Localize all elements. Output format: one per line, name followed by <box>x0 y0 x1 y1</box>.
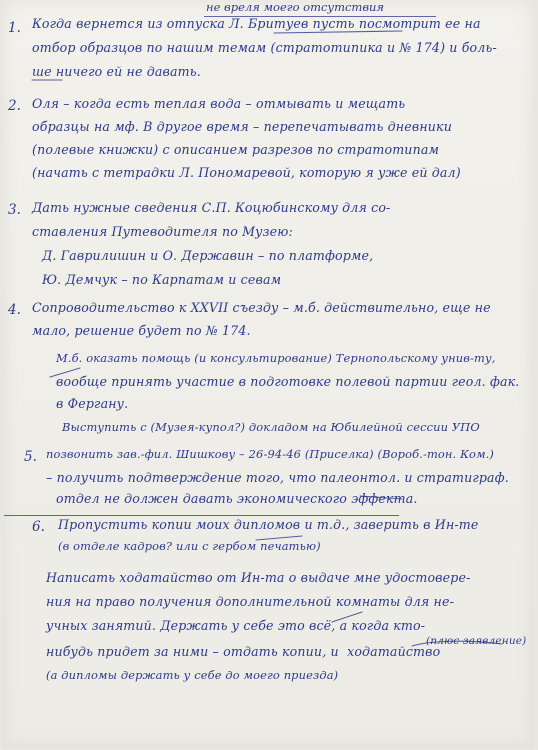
item-2-line-2: образцы на мф. В другое время – перепечатывать дневники <box>32 119 452 134</box>
item-4-line-5: в Фергану. <box>56 396 129 411</box>
item-2-line-4: (начать с тетрадки Л. Пономаревой, которую я уже ей дал) <box>32 165 461 180</box>
item-6-line-3: Написать ходатайство от Ин-та о выдаче мне удостовере- <box>46 570 471 585</box>
item-4-line-1: Сопроводительство к XXVII съезду – м.б. действительно, еще не <box>32 300 491 315</box>
item-4-number: 4. <box>8 302 21 318</box>
item-3-line-1: Дать нужные сведения С.П. Коцюбинскому для со- <box>32 200 391 215</box>
item-1-line-3: ше ничего ей не давать. <box>32 64 201 79</box>
item-3-line-2: ставления Путеводителя по Музею: <box>32 224 293 239</box>
item-6-line-7: (а дипломы держать у себе до моего приезда) <box>46 668 339 682</box>
item-3-line-4: Ю. Демчук – по Карпатам и севам <box>42 272 282 287</box>
handwritten-page <box>2 0 534 748</box>
item-4-line-6: Выступить с (Музея-купол?) докладом на Юбилейной сессии УПО <box>62 420 480 434</box>
item-5-line-1: позвонить зав.-фил. Шишкову – 26-94-46 (Приселка) (Вороб.-тон. Ком.) <box>46 447 495 461</box>
item-5-number: 5. <box>24 449 37 465</box>
item-1-line-2: отбор образцов по нашим темам (стратотипика и № 174) и боль- <box>32 40 497 55</box>
item-2-line-1: Оля – когда есть теплая вода – отмывать и мещать <box>32 96 406 111</box>
item-6-line-5: учных занятий. Держать у себе это всё, а когда кто- <box>46 618 426 633</box>
header-note: не вреля моего отсутствия <box>206 0 385 14</box>
item-2-number: 2. <box>8 98 21 114</box>
item-4-line-4: вообще принять участие в подготовке полевой партии геол. фак. <box>56 374 520 389</box>
item-6-line-4: ния на право получения дополнительной комнаты для не- <box>46 594 454 609</box>
item-6-line-6: нибудь придет за ними – отдать копии, и ходатайство <box>46 644 441 659</box>
item-5-line-3: отдел не должен давать экономического эффекта. <box>56 491 418 506</box>
item-4-line-3: М.б. оказать помощь (и консультирование) Тернопольскому унив-ту, <box>56 351 496 365</box>
item-6-line-1: Пропустить копии моих дипломов и т.д., заверить в Ин-те <box>58 517 479 532</box>
item-4-line-2: мало, решение будет по № 174. <box>32 323 251 338</box>
item-3-line-3: Д. Гаврилишин и О. Державин – по платформе, <box>42 248 374 263</box>
item-6-line-2: (в отделе кадров? или с гербом печатью) <box>58 539 321 553</box>
item-2-line-3: (полевые книжки) с описанием разрезов по стратотипам <box>32 142 440 157</box>
item-6-margin-note: (плюс заявление) <box>426 635 527 647</box>
item-1-number: 1. <box>8 20 21 36</box>
item-5-line-2: – получить подтверждение того, что палеонтол. и стратиграф. <box>46 470 509 485</box>
item-1-line-1: Когда вернется из отпуска Л. Бритуев пусть посмотрит ее на <box>32 16 481 31</box>
item-6-number: 6. <box>32 519 45 535</box>
item-3-number: 3. <box>8 202 21 218</box>
